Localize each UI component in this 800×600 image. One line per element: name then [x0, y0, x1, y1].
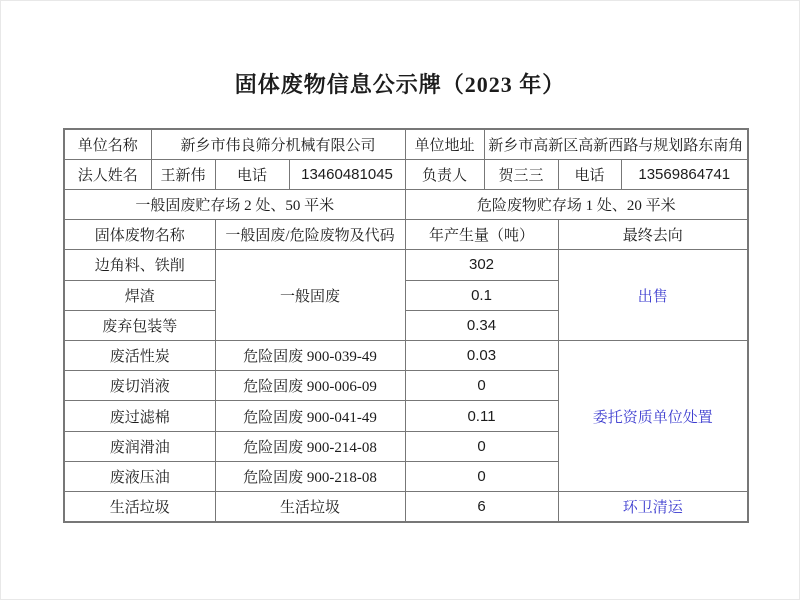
waste-name-cell: 焊渣	[64, 280, 215, 310]
waste-row-hazard-0	[64, 341, 748, 371]
phone2-value-cell: 13569864741	[621, 159, 748, 189]
hazard-destination-cell: 委托资质单位处置	[558, 341, 748, 492]
unit-addr-label-cell: 单位地址	[405, 129, 484, 159]
waste-name-cell: 废润滑油	[64, 431, 215, 461]
waste-amount-cell: 0	[405, 371, 558, 401]
phone1-label-cell: 电话	[215, 159, 289, 189]
waste-row-domestic	[64, 492, 748, 522]
solid-waste-notice-table	[63, 128, 749, 523]
legal-name-label-cell: 法人姓名	[64, 159, 151, 189]
header-destination-cell: 最终去向	[558, 220, 748, 250]
waste-name-cell: 废液压油	[64, 461, 215, 491]
waste-type-cell: 危险固废 900-041-49	[215, 401, 405, 431]
waste-type-cell: 生活垃圾	[215, 492, 405, 522]
waste-type-cell: 危险固废 900-006-09	[215, 371, 405, 401]
waste-type-cell: 危险固废 900-218-08	[215, 461, 405, 491]
manager-label-cell: 负责人	[405, 159, 484, 189]
legal-name-value-cell: 王新伟	[151, 159, 215, 189]
waste-header-row	[64, 220, 748, 250]
general-type-cell: 一般固废	[215, 250, 405, 341]
waste-name-cell: 废切消液	[64, 371, 215, 401]
waste-name-cell: 废活性炭	[64, 341, 215, 371]
header-amount-cell: 年产生量（吨）	[405, 220, 558, 250]
waste-type-cell: 危险固废 900-214-08	[215, 431, 405, 461]
phone1-value-cell: 13460481045	[289, 159, 405, 189]
waste-amount-cell: 0.34	[405, 310, 558, 340]
general-destination-cell: 出售	[558, 250, 748, 341]
contact-info-row	[64, 159, 748, 189]
waste-name-cell: 废过滤棉	[64, 401, 215, 431]
page-title: 固体废物信息公示牌（2023 年）	[234, 72, 566, 97]
storage-info-row	[64, 189, 748, 219]
header-waste-name-cell: 固体废物名称	[64, 220, 215, 250]
header-waste-type-cell: 一般固废/危险废物及代码	[215, 220, 405, 250]
waste-name-cell: 废弃包装等	[64, 310, 215, 340]
phone2-label-cell: 电话	[558, 159, 621, 189]
waste-amount-cell: 0	[405, 461, 558, 491]
domestic-destination-cell: 环卫清运	[558, 492, 748, 522]
unit-info-row	[64, 129, 748, 159]
unit-name-value-cell: 新乡市伟良筛分机械有限公司	[151, 129, 405, 159]
hazard-storage-cell: 危险废物贮存场 1 处、20 平米	[405, 189, 748, 219]
waste-name-cell: 生活垃圾	[64, 492, 215, 522]
waste-amount-cell: 0	[405, 431, 558, 461]
waste-amount-cell: 0.11	[405, 401, 558, 431]
waste-amount-cell: 6	[405, 492, 558, 522]
waste-row-general-0	[64, 250, 748, 280]
waste-name-cell: 边角料、铁削	[64, 250, 215, 280]
general-storage-cell: 一般固废贮存场 2 处、50 平米	[64, 189, 405, 219]
waste-amount-cell: 0.03	[405, 341, 558, 371]
waste-type-cell: 危险固废 900-039-49	[215, 341, 405, 371]
unit-name-label-cell: 单位名称	[64, 129, 151, 159]
manager-value-cell: 贺三三	[484, 159, 558, 189]
waste-amount-cell: 302	[405, 250, 558, 280]
waste-amount-cell: 0.1	[405, 280, 558, 310]
unit-addr-value-cell: 新乡市高新区高新西路与规划路东南角	[484, 129, 748, 159]
